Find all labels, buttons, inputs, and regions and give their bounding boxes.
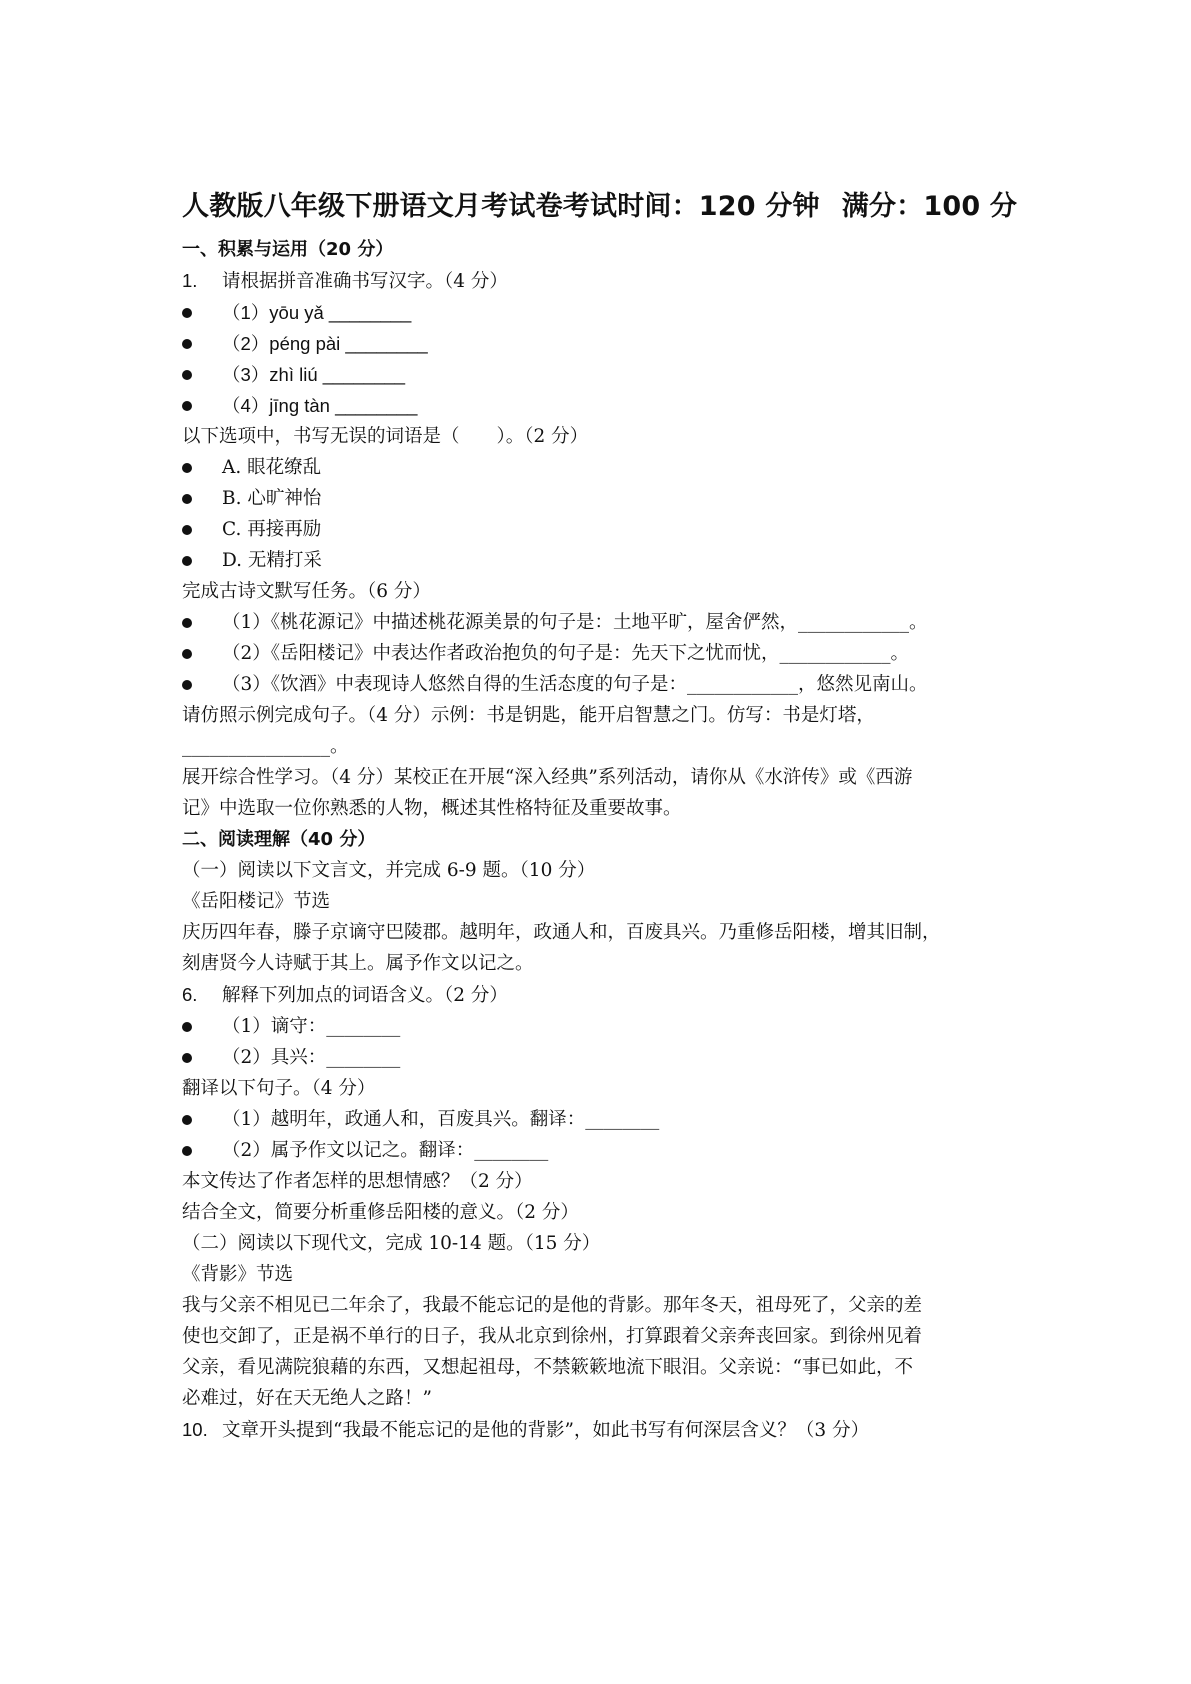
q3-item: （2）《岳阳楼记》中表达作者政治抱负的句子是：先天下之忧而忧，____________。 [182,638,1022,669]
part2-passage-line: 使也交卸了，正是祸不单行的日子，我从北京到徐州，打算跟着父亲奔丧回家。到徐州见着 [182,1326,923,1347]
q5-line2: 记》中选取一位你熟悉的人物，概述其性格特征及重要故事。 [182,798,682,819]
bullet-icon [182,1053,192,1063]
q5-line1: 展开综合性学习。（4 分）某校正在开展“深入经典”系列活动，请你从《水浒传》或《西游 [182,767,913,788]
q8-prompt: 本文传达了作者怎样的思想情感？（2 分） [182,1171,533,1192]
q6-item: （2）具兴：________ [182,1042,1022,1073]
q3-prompt: 完成古诗文默写任务。（6 分） [182,581,431,602]
q10-prompt: 10. 文章开头提到“我最不能忘记的是他的背影”，如此书写有何深层含义？（3 分） [182,1414,1022,1446]
q1-item: （3）zhì liú ________ [182,359,1022,390]
q6-item: （1）谪守：________ [182,1011,1022,1042]
q7-item: （2）属予作文以记之。翻译：________ [182,1135,1022,1166]
q7-item: （1）越明年，政通人和，百废具兴。翻译：________ [182,1104,1022,1135]
part2-passage-line: 必难过，好在天无绝人之路！” [182,1388,432,1409]
page-title [182,190,1022,224]
bullet-icon [182,463,192,473]
bullet-icon [182,1115,192,1125]
q1-item: （1）yōu yǎ ________ [182,297,1022,328]
bullet-icon [182,1022,192,1032]
title-score: 满分：100 分 [841,191,1018,222]
bullet-icon [182,649,192,659]
q1-prompt [182,265,1022,297]
q3-item: （1）《桃花源记》中描述桃花源美景的句子是：土地平旷，屋舍俨然，____________。 [182,607,1022,638]
q4-line2: ________________。 [182,736,349,757]
bullet-icon [182,339,192,349]
q2-option: C. 再接再励 [182,514,1022,545]
q2-option: D. 无精打采 [182,545,1022,576]
q4-line1: 请仿照示例完成句子。（4 分）示例：书是钥匙，能开启智慧之门。仿写：书是灯塔， [182,705,875,726]
q1-text: 请根据拼音准确书写汉字。（4 分） [222,271,508,292]
part1-passage-line: 庆历四年春，滕子京谪守巴陵郡。越明年，政通人和，百废具兴。乃重修岳阳楼，增其旧制， [182,922,941,943]
part1-source: 《岳阳楼记》节选 [182,891,331,912]
part1-passage-line: 刻唐贤今人诗赋于其上。属予作文以记之。 [182,953,534,974]
q10-number: 10. [182,1419,208,1440]
section1-heading: 一、积累与运用（20 分） [182,239,394,260]
q2-option: B. 心旷神怡 [182,483,1022,514]
bullet-icon [182,556,192,566]
part1-intro: （一）阅读以下文言文，并完成 6-9 题。（10 分） [182,860,596,881]
q7-prompt: 翻译以下句子。（4 分） [182,1078,376,1099]
q6-number: 6. [182,984,198,1005]
part2-source: 《背影》节选 [182,1264,294,1285]
bullet-icon [182,401,192,411]
bullet-icon [182,680,192,690]
q3-item: （3）《饮酒》中表现诗人悠然自得的生活态度的句子是：____________，悠然见南山。 [182,669,1022,700]
q1-number: 1. [182,270,198,291]
bullet-icon [182,494,192,504]
bullet-icon [182,1146,192,1156]
section2-heading: 二、阅读理解（40 分） [182,829,376,850]
q2-option: A. 眼花缭乱 [182,452,1022,483]
bullet-icon [182,370,192,380]
q2-prompt: 以下选项中，书写无误的词语是（ ）。（2 分） [182,426,589,447]
bullet-icon [182,525,192,535]
exam-page [182,190,1022,1446]
q1-item: （2）péng pài ________ [182,328,1022,359]
q6-prompt: 6. 解释下列加点的词语含义。（2 分） [182,979,1022,1011]
q1-item: （4）jīng tàn ________ [182,390,1022,421]
part2-passage-line: 父亲，看见满院狼藉的东西，又想起祖母，不禁簌簌地流下眼泪。父亲说：“事已如此，不 [182,1357,913,1378]
bullet-icon [182,308,192,318]
title-main: 人教版八年级下册语文月考试卷考试时间：120 分钟 [182,191,820,222]
part2-passage-line: 我与父亲不相见已二年余了，我最不能忘记的是他的背影。那年冬天，祖母死了，父亲的差 [182,1295,923,1316]
part2-intro: （二）阅读以下现代文，完成 10-14 题。（15 分） [182,1233,601,1254]
q9-prompt: 结合全文，简要分析重修岳阳楼的意义。（2 分） [182,1202,579,1223]
bullet-icon [182,618,192,628]
